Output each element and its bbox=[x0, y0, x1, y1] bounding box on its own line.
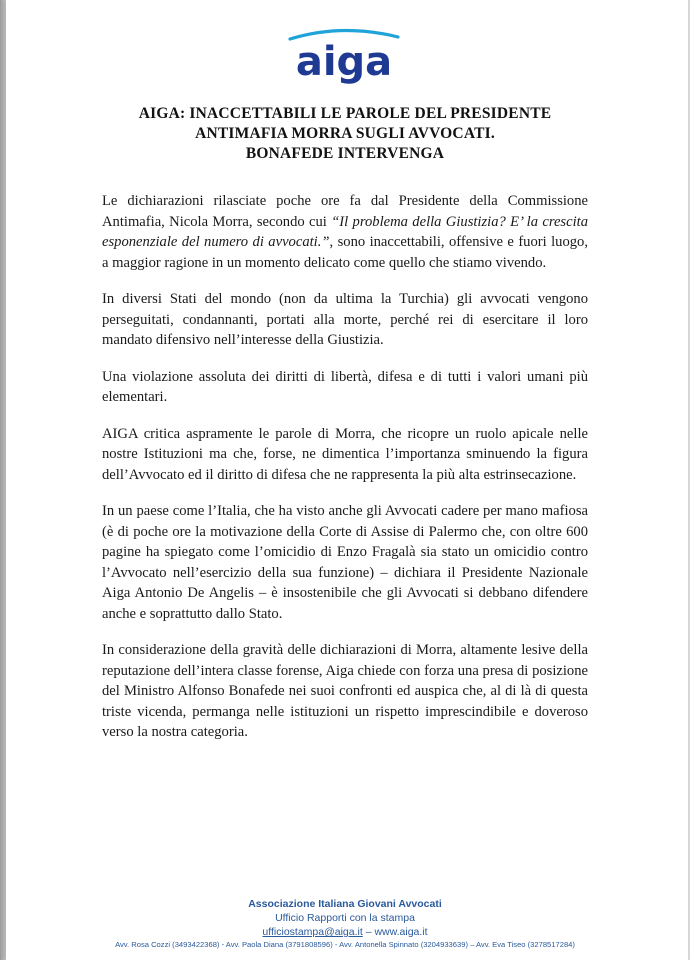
aiga-logo bbox=[0, 25, 690, 87]
logo-swoosh bbox=[290, 30, 398, 39]
footer-website[interactable]: – www.aiga.it bbox=[362, 926, 428, 938]
paragraph-5: In un paese come l’Italia, che ha visto anche gli Avvocati cadere per mano mafiosa (è di poche ore la motivazione della Corte di Assise di Palermo che, con oltre 600 pagine ha spiegato come l’omicidio di Enzo Fragalà sia stato un omicidio contro l’Avvocato nell’esercizio della sua funzione) – dichiara il Presidente Nazionale Aiga Antonio De Angelis – è insostenibile che gli Avvocati si debbano difendere anche e soprattutto dallo Stato. bbox=[102, 503, 588, 622]
paragraph-1-rest: , sono inaccettabili, offensive e fuori luogo, a maggior ragione in un momento delicato come quello che stiamo vivendo. bbox=[102, 234, 589, 271]
footer-press-office: Ufficio Rapporti con la stampa bbox=[275, 912, 415, 924]
paragraph-1 bbox=[102, 191, 588, 273]
paragraph-6: In considerazione della gravità delle dichiarazioni di Morra, altamente lesive della reputazione dell’intera classe forense, Aiga chiede con forza una presa di posizione del Ministro Alfonso Bonafede nei suoi confronti ed auspica che, al di là di questa triste vicenda, permanga nelle istituzioni un rispetto imprescindibile e doveroso verso la nostra categoria. bbox=[102, 642, 588, 740]
footer-organization: Associazione Italiana Giovani Avvocati bbox=[248, 898, 442, 910]
title-line-3: BONAFEDE INTERVENGA bbox=[245, 145, 445, 162]
title-line-2: ANTIMAFIA MORRA SUGLI AVVOCATI. bbox=[195, 125, 495, 142]
press-release-body bbox=[102, 191, 588, 759]
logo-text: aiga bbox=[295, 39, 393, 85]
paragraph-3: Una violazione assoluta dei diritti di libertà, difesa e di tutti i valori umani più elementari. bbox=[102, 368, 588, 405]
aiga-logo-mark bbox=[280, 25, 410, 87]
morra-quote: “Il problema della Giustizia? E’ la crescita esponenziale del numero di avvocati.” bbox=[102, 213, 588, 250]
title-line-1: AIGA: INACCETTABILI LE PAROLE DEL PRESIDENTE bbox=[138, 105, 552, 122]
footer-contacts: Avv. Rosa Cozzi (3493422368) - Avv. Paola Diana (3791808596) - Avv. Antonella Spinnato (3204933639) – Avv. Eva Tiseo (3278517284) bbox=[115, 940, 575, 949]
footer-email-link[interactable]: ufficiostampa@aiga.it bbox=[262, 926, 363, 938]
paragraph-2: In diversi Stati del mondo (non da ultima la Turchia) gli avvocati vengono perseguitati, condannanti, portati alla morte, perché rei di esercitare il loro mandato difensivo nell’interesse della Giustizia. bbox=[102, 291, 588, 348]
paragraph-1-intro: Le dichiarazioni rilasciate poche ore fa dal Presidente della Commissione Antimafia, Nicola Morra, secondo cui bbox=[102, 193, 588, 230]
footer-contact-line bbox=[0, 925, 690, 939]
paragraph-4: AIGA critica aspramente le parole di Morra, che ricopre un ruolo apicale nelle nostre Istituzioni ma che, forse, ne dimentica l’importanza sminuendo la figura dell’Avvocato ed il diritto di difesa che ne rappresenta la più alta estrinsecazione. bbox=[102, 425, 588, 483]
letterhead-footer bbox=[0, 897, 690, 950]
press-release-title bbox=[0, 104, 690, 164]
